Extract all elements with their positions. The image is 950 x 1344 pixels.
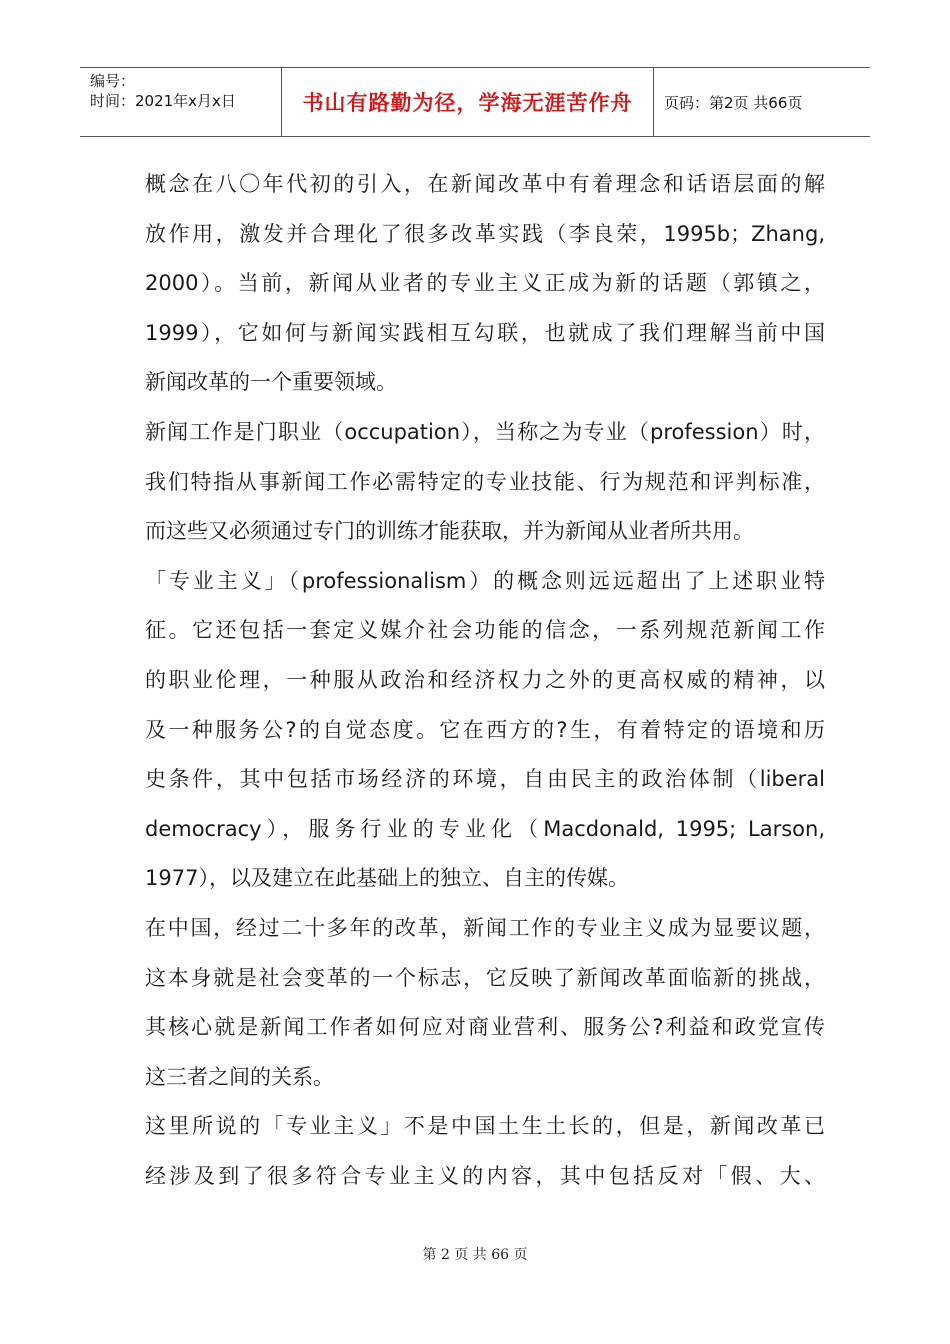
body-line: 这本身就是社会变革的一个标志，它反映了新闻改革面临新的挑战， xyxy=(145,965,825,990)
body-line: democracy），服务行业的专业化（Macdonald, 1995; Larson, xyxy=(145,816,825,841)
body-line: 而这些又必须通过专门的训练才能获取，并为新闻从业者所共用。 xyxy=(145,519,754,544)
body-line: 这三者之间的关系。 xyxy=(145,1064,334,1089)
header-motto-cell xyxy=(282,68,654,136)
body-line: 1999），它如何与新闻实践相互勾联，也就成了我们理解当前中国 xyxy=(145,320,825,345)
document-time-label: 时间：2021年x月x日 xyxy=(90,92,236,110)
header-motto: 书山有路勤为径，学海无涯苦作舟 xyxy=(302,91,633,115)
body-line: 概念在八〇年代初的引入，在新闻改革中有着理念和话语层面的解 xyxy=(145,172,825,196)
body-line: 经涉及到了很多符合专业主义的内容，其中包括反对「假、大、 xyxy=(145,1163,825,1188)
body-text xyxy=(145,160,825,1201)
page-footer xyxy=(0,1244,950,1264)
header-page-info: 页码：第2页 共66页 xyxy=(664,93,803,112)
body-line: 新闻改革的一个重要领域。 xyxy=(145,370,397,395)
document-number-label: 编号： xyxy=(90,72,136,90)
footer-page-number: 第 2 页 共 66 页 xyxy=(422,1247,528,1263)
body-line: 新闻工作是门职业（occupation），当称之为专业（profession）时， xyxy=(145,419,825,444)
body-line: 史条件，其中包括市场经济的环境，自由民主的政治体制（liberal xyxy=(145,767,825,792)
body-line: 放作用，激发并合理化了很多改革实践（李良荣，1995b；Zhang, xyxy=(145,221,825,246)
body-line: 我们特指从事新闻工作必需特定的专业技能、行为规范和评判标准， xyxy=(145,469,825,494)
body-line: 的职业伦理，一种服从政治和经济权力之外的更高权威的精神，以 xyxy=(145,667,825,692)
body-line: 其核心就是新闻工作者如何应对商业营利、服务公?利益和政党宣传 xyxy=(145,1015,825,1040)
body-line: 「专业主义」（professionalism）的概念则远远超出了上述职业特 xyxy=(145,568,825,593)
body-line: 征。它还包括一套定义媒介社会功能的信念，一系列规范新闻工作 xyxy=(145,618,825,643)
body-line: 在中国，经过二十多年的改革，新闻工作的专业主义成为显要议题， xyxy=(145,915,825,940)
page-header xyxy=(80,67,870,137)
body-line: 1977），以及建立在此基础上的独立、自主的传媒。 xyxy=(145,866,629,891)
body-line: 及一种服务公?的自觉态度。它在西方的?生，有着特定的语境和历 xyxy=(145,717,825,742)
header-page-cell xyxy=(654,68,870,136)
body-line: 这里所说的「专业主义」不是中国土生土长的，但是，新闻改革已 xyxy=(145,1114,825,1139)
body-line: 2000）。当前，新闻从业者的专业主义正成为新的话题（郭镇之， xyxy=(145,271,825,296)
header-meta-cell xyxy=(80,68,282,136)
